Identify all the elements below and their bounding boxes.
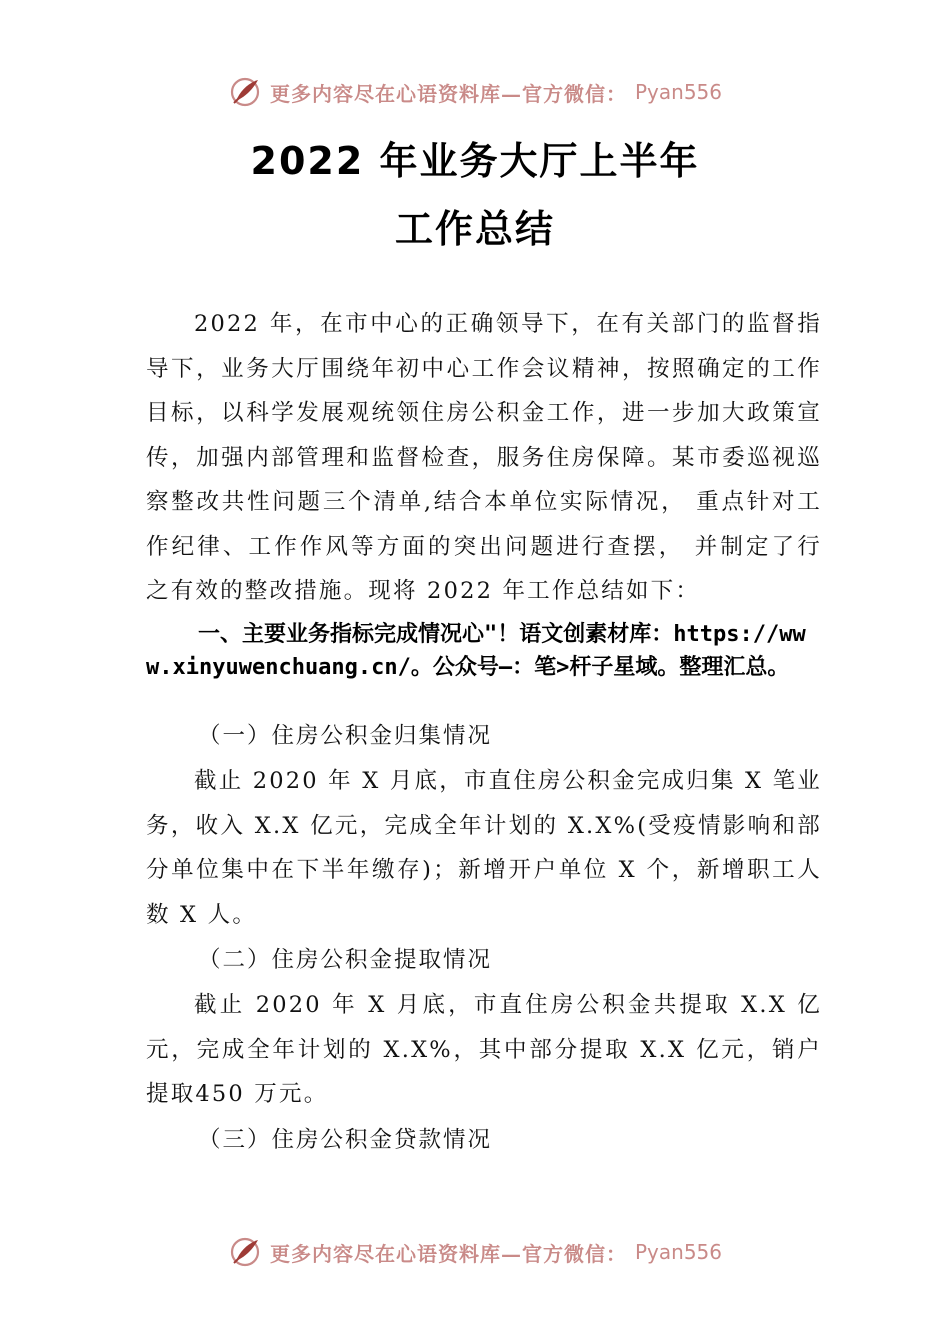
subsection-body-2: 截止 2020 年 X 月底，市直住房公积金共提取 X.X 亿元，完成全年计划的 X.X%，其中部分提取 X.X 亿元，销户提取450 万元。 <box>146 992 822 1107</box>
feather-quill-logo-icon <box>228 1235 262 1269</box>
watermark-contact: Pyan556 <box>634 80 722 104</box>
section-heading-1 <box>146 618 826 684</box>
document-title-line2: 工作总结 <box>394 207 555 251</box>
subsection-body-1: 截止 2020 年 X 月底，市直住房公积金完成归集 X 笔业务，收入 X.X 亿元，完成全年计划的 X.X%(受疫情影响和部分单位集中在下半年缴存)；新增开户单位 X 个，新增职工人数 X 人。 <box>146 768 822 928</box>
intro-paragraph: 2022 年，在市中心的正确领导下，在有关部门的监督指导下，业务大厅围绕年初中心工作会议精神，按照确定的工作目标，以科学发展观统领住房公积金工作，进一步加大政策宣传，加强内部管理和监督检查，服务住房保障。某市委巡视巡察整改共性问题三个清单,结合本单位实际情况， 重点针对工作纪律、工作作风等方面的突出问题进行查摆， 并制定了行之有效的整改措施。现将 2022 年工作总结如下： <box>146 311 822 604</box>
feather-quill-logo-icon <box>228 75 262 109</box>
watermark-text: 更多内容尽在心语资料库—官方微信： <box>269 1241 627 1266</box>
subsection-title-3: （三）住房公积金贷款情况 <box>198 1127 493 1153</box>
watermark-text: 更多内容尽在心语资料库—官方微信： <box>269 81 627 106</box>
footer-watermark <box>0 1232 950 1272</box>
watermark-contact: Pyan556 <box>634 1240 722 1264</box>
section-heading-1-text: 一、主要业务指标完成情况心"！语文创素材库：https://www.xinyuwenchuang.cn/。公众号—：笔>杆子星域。整理汇总。 <box>146 622 806 680</box>
header-watermark <box>0 72 950 112</box>
subsection-title-1: （一）住房公积金归集情况 <box>198 723 493 749</box>
document-title-line1: 2022 年业务大厅上半年 <box>250 139 700 183</box>
subsection-title-2: （二）住房公积金提取情况 <box>198 947 493 973</box>
